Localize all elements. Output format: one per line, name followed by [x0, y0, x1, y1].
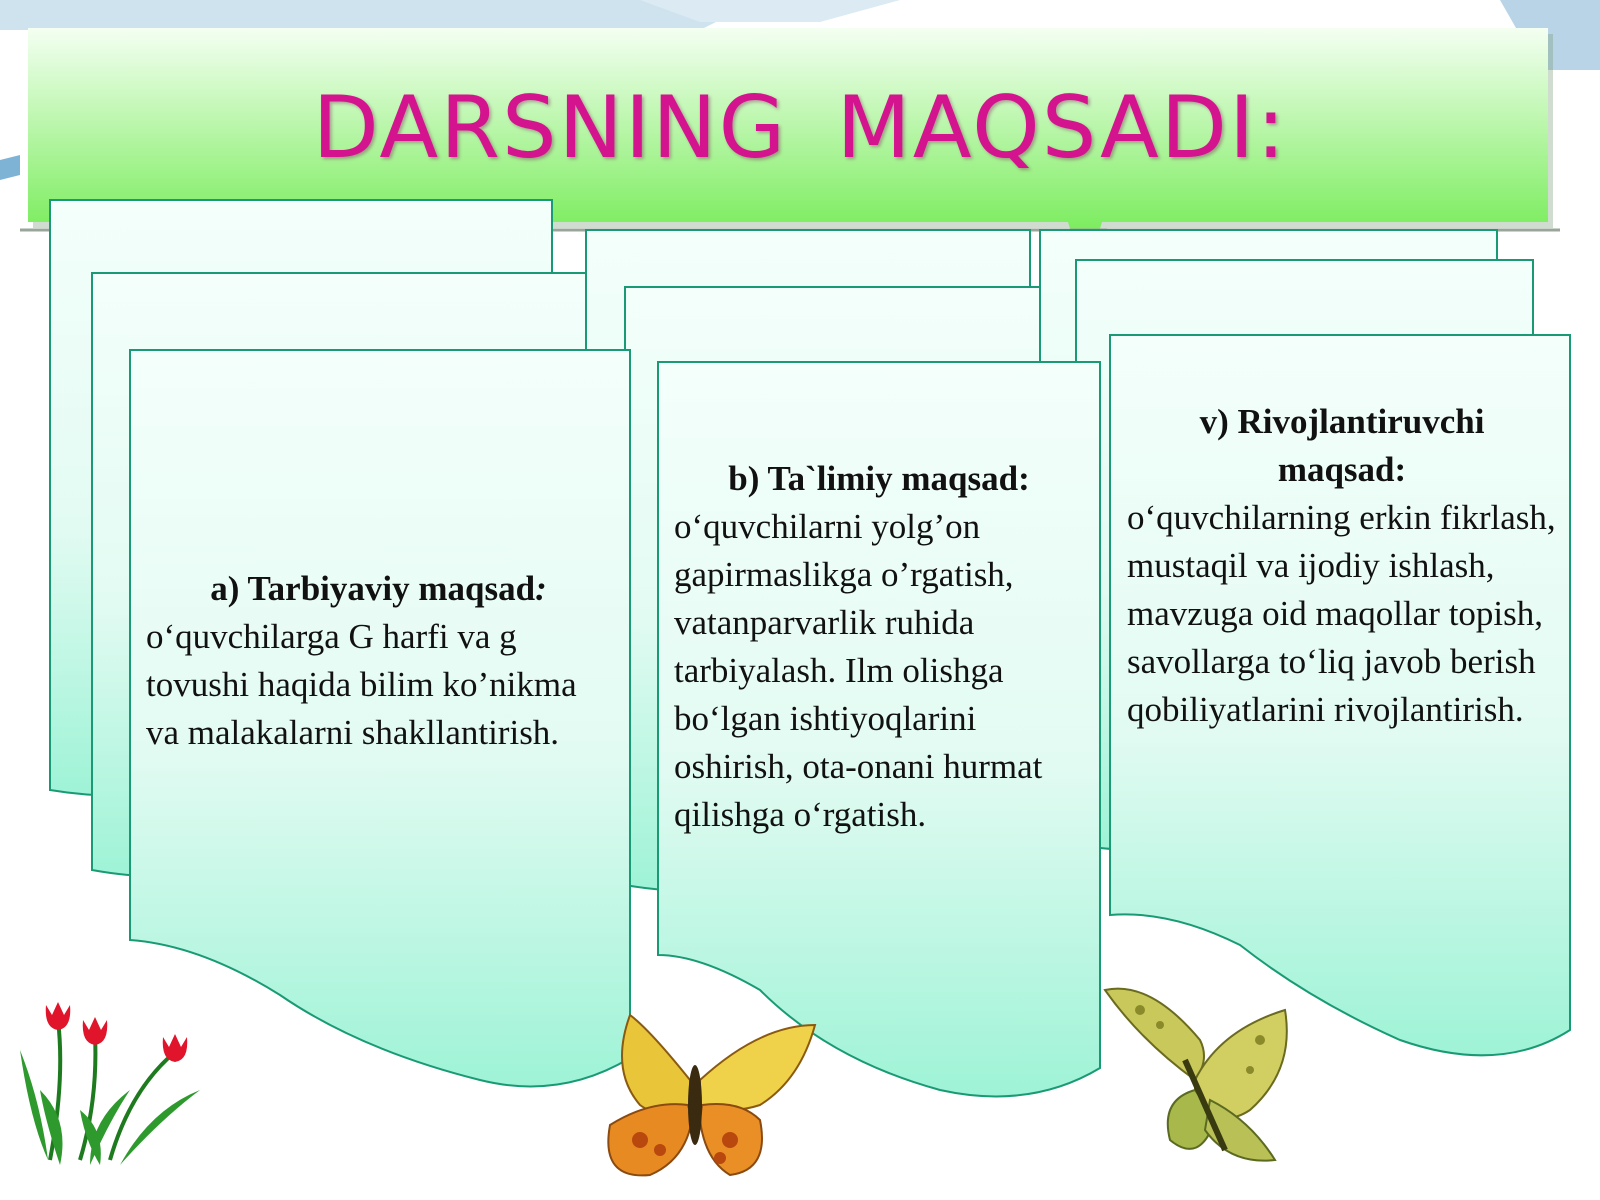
- card-heading: v) Rivojlantiruvchi maqsad:: [1199, 402, 1485, 489]
- card-heading: a) Tarbiyaviy maqsad: [210, 569, 536, 608]
- butterfly-green-icon: [1100, 980, 1310, 1170]
- heading-colon: :: [535, 569, 547, 608]
- tulip-flowers-icon: [10, 1000, 210, 1170]
- card-text-tarbiyaviy: [146, 565, 611, 757]
- heading-colon: :: [1018, 459, 1030, 498]
- card-body: o‘quvchilarning erkin fikrlash, mustaqil va ijodiy ishlash, mavzuga oid maqollar topish, savollarga to‘liq javob berish qobiliyatlarini rivojlantirish.: [1127, 498, 1556, 729]
- card-text-rivojlantiruvchi: [1127, 398, 1557, 734]
- card-text-talimiy: [674, 455, 1084, 839]
- card-heading: b) Ta`limiy maqsad: [728, 459, 1019, 498]
- card-body: o‘quvchilarga G harfi va g tovushi haqida bilim ko’nikma va malakalarni shakllantirish.: [146, 617, 577, 752]
- page-title: DARSNING MAQSADI:: [312, 78, 1288, 178]
- card-body: o‘quvchilarni yolg’on gapirmaslikga o’rgatish, vatanparvarlik ruhida tarbiyalash. Ilm olishga bo‘lgan ishtiyoqlarini oshirish, ota-onani hurmat qilishga o‘rgatish.: [674, 507, 1043, 834]
- butterfly-orange-icon: [590, 1010, 820, 1190]
